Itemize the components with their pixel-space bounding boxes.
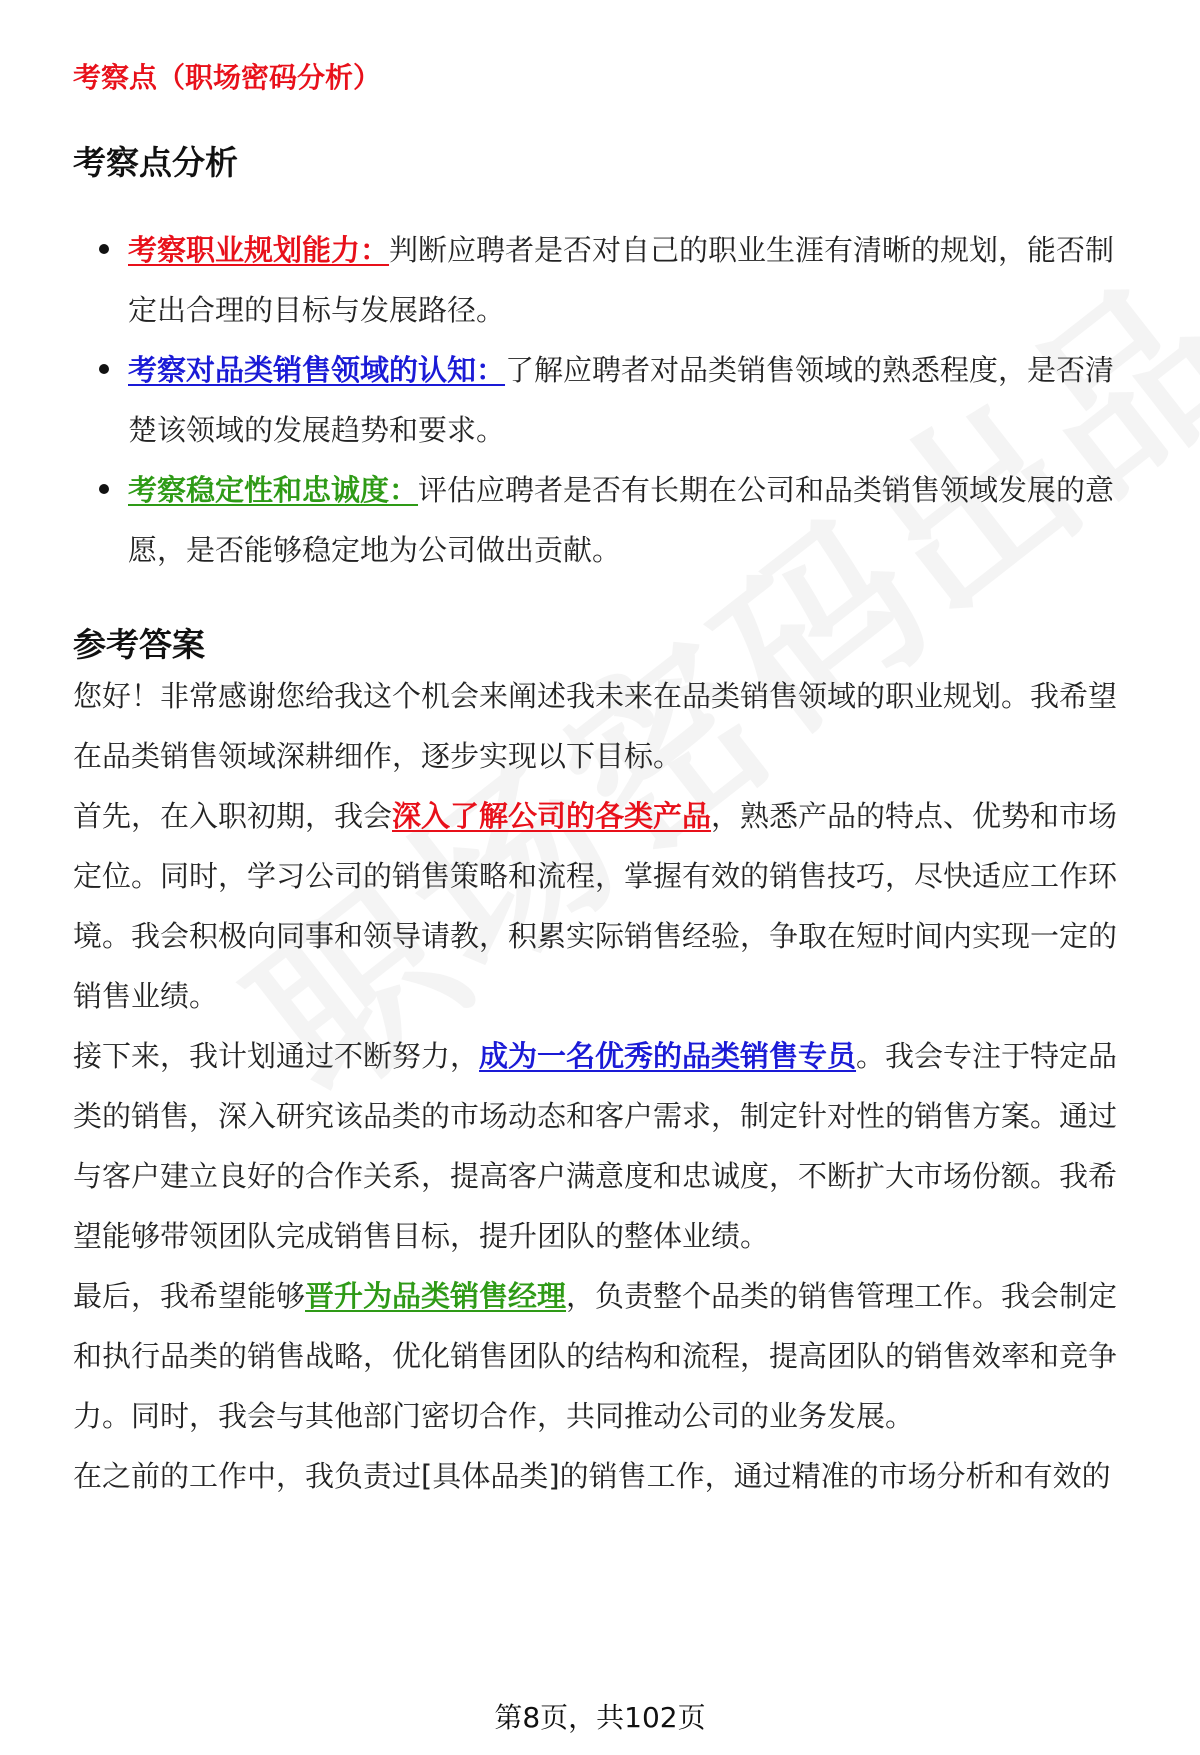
paragraph-text: 首先，在入职初期，我会: [73, 799, 393, 833]
paragraph-highlight: 晋升为品类销售经理: [305, 1279, 567, 1313]
analysis-title: 考察点分析: [73, 143, 238, 182]
paragraph-text: 。我会专注于特定品类的销售，深入研究该品类的市场动态和客户需求，制定针对性的销售方案。通过与客户建立良好的合作关系，提高客户满意度和忠诚度，不断扩大市场份额。我希望能够带领团队完成销售目标，提升团队的整体业绩。: [73, 1039, 1118, 1253]
analysis-item-domain-knowledge: [73, 340, 1143, 460]
paragraph-highlight: 深入了解公司的各类产品: [392, 799, 712, 833]
analysis-list: [73, 220, 1143, 580]
answer-paragraph-next: [73, 1026, 1143, 1266]
answer-paragraph-experience: 在之前的工作中，我负责过[具体品类]的销售工作，通过精准的市场分析和有效的: [73, 1459, 1111, 1493]
analysis-item-stability: [73, 460, 1143, 580]
section-label: 考察点（职场密码分析）: [73, 61, 382, 94]
analysis-item-career-planning: [73, 220, 1143, 340]
answer-paragraph-intro: 您好！非常感谢您给我这个机会来阐述我未来在品类销售领域的职业规划。我希望在品类销售领域深耕细作，逐步实现以下目标。: [73, 679, 1118, 773]
page-number: 第8页，共102页: [494, 1701, 706, 1734]
paragraph-text: ，熟悉产品的特点、优势和市场定位。同时，学习公司的销售策略和流程，掌握有效的销售技巧，尽快适应工作环境。我会积极向同事和领导请教，积累实际销售经验，争取在短时间内实现一定的销售业绩。: [73, 799, 1118, 1013]
analysis-item-text: 判断应聘者是否对自己的职业生涯有清晰的规划，能否制定出合理的目标与发展路径。: [128, 233, 1115, 327]
answer-paragraph-final: [73, 1266, 1143, 1446]
paragraph-text: ，负责整个品类的销售管理工作。我会制定和执行品类的销售战略，优化销售团队的结构和流程，提高团队的销售效率和竞争力。同时，我会与其他部门密切合作，共同推动公司的业务发展。: [73, 1279, 1118, 1433]
bullet-icon: [99, 364, 109, 374]
analysis-item-text: 了解应聘者对品类销售领域的熟悉程度，是否清楚该领域的发展趋势和要求。: [128, 353, 1115, 447]
analysis-item-highlight: 考察职业规划能力：: [128, 233, 390, 267]
bullet-icon: [99, 484, 109, 494]
paragraph-text: 接下来，我计划通过不断努力，: [73, 1039, 480, 1073]
analysis-item-text: 评估应聘者是否有长期在公司和品类销售领域发展的意愿，是否能够稳定地为公司做出贡献。: [128, 473, 1115, 567]
answer-title: 参考答案: [73, 625, 205, 664]
paragraph-highlight: 成为一名优秀的品类销售专员: [479, 1039, 857, 1073]
analysis-item-highlight: 考察对品类销售领域的认知：: [128, 353, 506, 387]
answer-paragraph-first: [73, 786, 1143, 1026]
paragraph-text: 最后，我希望能够: [73, 1279, 306, 1313]
content-area: [73, 52, 1143, 1506]
bullet-icon: [99, 244, 109, 254]
analysis-item-highlight: 考察稳定性和忠诚度：: [128, 473, 419, 507]
